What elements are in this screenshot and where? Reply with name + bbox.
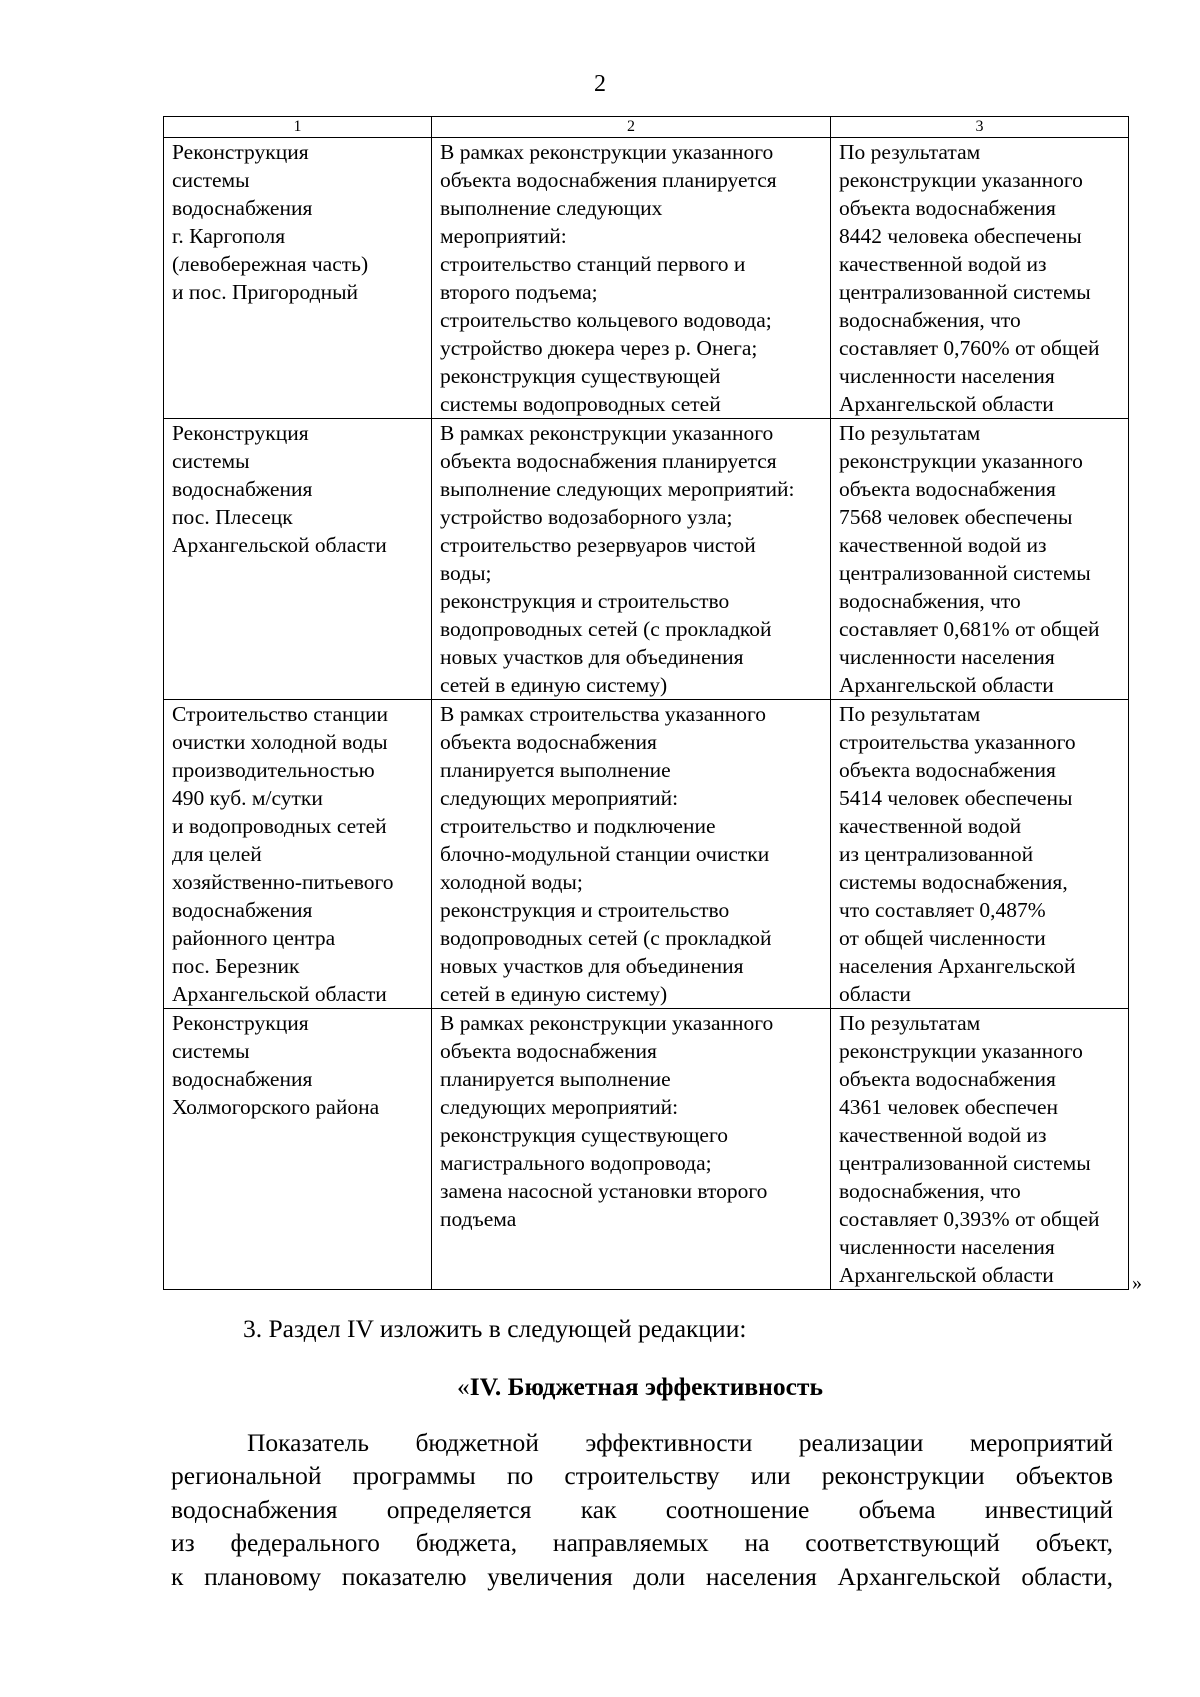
cell-line: холодной воды; xyxy=(440,870,583,894)
cell-line: хозяйственно-питьевого xyxy=(172,870,394,894)
cell-line: строительство кольцевого водовода; xyxy=(440,308,772,332)
cell-line: Архангельской области xyxy=(172,982,387,1006)
page-number: 2 xyxy=(594,71,606,97)
cell-line: водопроводных сетей (с прокладкой xyxy=(440,926,772,950)
cell-line: качественной водой из xyxy=(839,533,1047,557)
table-cell-col1 xyxy=(164,700,432,1009)
cell-line: устройство дюкера через р. Онега; xyxy=(440,336,758,360)
cell-line: районного центра xyxy=(172,926,336,950)
cell-line: производительностью xyxy=(172,758,375,782)
cell-line: объекта водоснабжения планируется xyxy=(440,168,777,192)
cell-line: системы xyxy=(172,168,250,192)
cell-line: Архангельской области xyxy=(839,392,1054,416)
cell-line: составляет 0,760% от общей xyxy=(839,336,1100,360)
cell-line: водоснабжения xyxy=(172,477,313,501)
cell-line: и пос. Пригородный xyxy=(172,280,359,304)
cell-line: блочно-модульной станции очистки xyxy=(440,842,770,866)
cell-line: По результатам xyxy=(839,140,981,164)
column-number-3: 3 xyxy=(831,117,1129,138)
cell-line: следующих мероприятий: xyxy=(440,1095,679,1119)
table-header-row xyxy=(164,117,1129,138)
cell-line: системы водоснабжения, xyxy=(839,870,1068,894)
item-3-text: 3. Раздел IV изложить в следующей редакции: xyxy=(243,1314,747,1343)
budget-paragraph xyxy=(171,1426,1113,1593)
cell-line: строительство станций первого и xyxy=(440,252,746,276)
cell-line: реконструкции указанного xyxy=(839,449,1083,473)
cell-line: 7568 человек обеспечены xyxy=(839,505,1073,529)
cell-line: объекта водоснабжения xyxy=(839,196,1056,220)
cell-line: объекта водоснабжения xyxy=(440,1039,657,1063)
cell-line: реконструкция существующего xyxy=(440,1123,728,1147)
cell-line: сетей в единую систему) xyxy=(440,673,668,697)
paragraph-line: региональной программы по строительству или реконструкции объектов xyxy=(171,1461,1113,1491)
cell-line: для целей xyxy=(172,842,262,866)
cell-line: водоснабжения, что xyxy=(839,589,1021,613)
cell-line: системы xyxy=(172,449,250,473)
cell-line: 4361 человек обеспечен xyxy=(839,1095,1058,1119)
paragraph-line: Показатель бюджетной эффективности реализации мероприятий xyxy=(247,1428,1113,1457)
table-cell-col1 xyxy=(164,138,432,419)
cell-line: В рамках строительства указанного xyxy=(440,702,767,726)
cell-line: 8442 человека обеспечены xyxy=(839,224,1082,248)
cell-line: что составляет 0,487% xyxy=(839,898,1046,922)
cell-line: 490 куб. м/сутки xyxy=(172,786,323,810)
cell-line: пос. Плесецк xyxy=(172,505,293,529)
cell-line: водоснабжения xyxy=(172,196,313,220)
table-row xyxy=(164,1009,1129,1290)
cell-line: составляет 0,681% от общей xyxy=(839,617,1100,641)
cell-line: реконструкция и строительство xyxy=(440,898,730,922)
paragraph-line: водоснабжения определяется как соотношение объема инвестиций xyxy=(171,1494,1113,1524)
cell-line: 5414 человек обеспечены xyxy=(839,786,1073,810)
cell-line: централизованной системы xyxy=(839,1151,1091,1175)
cell-line: реконструкция существующей xyxy=(440,364,721,388)
cell-line: выполнение следующих xyxy=(440,196,663,220)
cell-line: В рамках реконструкции указанного xyxy=(440,1011,774,1035)
cell-line: новых участков для объединения xyxy=(440,954,744,978)
cell-line: Реконструкция xyxy=(172,421,309,445)
cell-line: воды; xyxy=(440,561,492,585)
cell-line: Архангельской области xyxy=(172,533,387,557)
cell-line: из централизованной xyxy=(839,842,1034,866)
cell-line: области xyxy=(839,982,911,1006)
table-cell-col2 xyxy=(432,419,831,700)
cell-line: реконструкции указанного xyxy=(839,1039,1083,1063)
cell-line: численности населения xyxy=(839,364,1055,388)
cell-line: очистки холодной воды xyxy=(172,730,388,754)
cell-line: подъема xyxy=(440,1207,517,1231)
cell-line: численности населения xyxy=(839,1235,1055,1259)
cell-line: следующих мероприятий: xyxy=(440,786,679,810)
cell-line: и водопроводных сетей xyxy=(172,814,387,838)
cell-line: водоснабжения, что xyxy=(839,308,1021,332)
cell-line: В рамках реконструкции указанного xyxy=(440,140,774,164)
table-row xyxy=(164,419,1129,700)
cell-line: Архангельской области xyxy=(839,673,1054,697)
heading-text: IV. Бюджетная эффективность xyxy=(469,1372,823,1401)
measures-table xyxy=(163,116,1129,1290)
table-cell-col3 xyxy=(831,419,1129,700)
cell-line: замена насосной установки второго xyxy=(440,1179,768,1203)
cell-line: Строительство станции xyxy=(172,702,389,726)
table-cell-col2 xyxy=(432,1009,831,1290)
cell-line: выполнение следующих мероприятий: xyxy=(440,477,795,501)
table-row xyxy=(164,138,1129,419)
closing-quote: » xyxy=(1132,1272,1142,1294)
cell-line: По результатам xyxy=(839,421,981,445)
cell-line: системы водопроводных сетей xyxy=(440,392,721,416)
cell-line: системы xyxy=(172,1039,250,1063)
cell-line: объекта водоснабжения xyxy=(839,1067,1056,1091)
paragraph-line: из федерального бюджета, направляемых на соответствующий объект, xyxy=(171,1528,1113,1558)
column-number-2: 2 xyxy=(432,117,831,138)
cell-line: По результатам xyxy=(839,702,981,726)
column-number-1: 1 xyxy=(164,117,432,138)
cell-line: мероприятий: xyxy=(440,224,567,248)
section-heading xyxy=(0,1370,1200,1404)
cell-line: г. Каргополя xyxy=(172,224,286,248)
cell-line: водоснабжения, что xyxy=(839,1179,1021,1203)
cell-line: (левобережная часть) xyxy=(172,252,369,276)
cell-line: строительства указанного xyxy=(839,730,1076,754)
table-cell-col3 xyxy=(831,138,1129,419)
cell-line: водопроводных сетей (с прокладкой xyxy=(440,617,772,641)
cell-line: качественной водой xyxy=(839,814,1022,838)
cell-line: объекта водоснабжения xyxy=(839,477,1056,501)
cell-line: По результатам xyxy=(839,1011,981,1035)
cell-line: реконструкция и строительство xyxy=(440,589,730,613)
cell-line: пос. Березник xyxy=(172,954,300,978)
cell-line: планируется выполнение xyxy=(440,758,671,782)
cell-line: сетей в единую систему) xyxy=(440,982,668,1006)
cell-line: объекта водоснабжения xyxy=(839,758,1056,782)
cell-line: Реконструкция xyxy=(172,1011,309,1035)
cell-line: централизованной системы xyxy=(839,561,1091,585)
cell-line: от общей численности xyxy=(839,926,1046,950)
cell-line: второго подъема; xyxy=(440,280,598,304)
cell-line: реконструкции указанного xyxy=(839,168,1083,192)
cell-line: строительство резервуаров чистой xyxy=(440,533,756,557)
table-cell-col1 xyxy=(164,419,432,700)
cell-line: устройство водозаборного узла; xyxy=(440,505,733,529)
cell-line: планируется выполнение xyxy=(440,1067,671,1091)
table-cell-col2 xyxy=(432,700,831,1009)
table-cell-col2 xyxy=(432,138,831,419)
cell-line: качественной водой из xyxy=(839,252,1047,276)
table-cell-col3 xyxy=(831,700,1129,1009)
cell-line: магистрального водопровода; xyxy=(440,1151,712,1175)
cell-line: строительство и подключение xyxy=(440,814,716,838)
cell-line: Реконструкция xyxy=(172,140,309,164)
cell-line: водоснабжения xyxy=(172,1067,313,1091)
cell-line: новых участков для объединения xyxy=(440,645,744,669)
cell-line: объекта водоснабжения планируется xyxy=(440,449,777,473)
cell-line: составляет 0,393% от общей xyxy=(839,1207,1100,1231)
cell-line: водоснабжения xyxy=(172,898,313,922)
table-cell-col3 xyxy=(831,1009,1129,1290)
cell-line: Архангельской области xyxy=(839,1263,1054,1287)
table-cell-col1 xyxy=(164,1009,432,1290)
cell-line: численности населения xyxy=(839,645,1055,669)
table-row xyxy=(164,700,1129,1009)
cell-line: объекта водоснабжения xyxy=(440,730,657,754)
cell-line: населения Архангельской xyxy=(839,954,1076,978)
heading-open-quote: « xyxy=(457,1372,470,1401)
paragraph-line: к плановому показателю увеличения доли населения Архангельской области, xyxy=(171,1561,1113,1591)
cell-line: В рамках реконструкции указанного xyxy=(440,421,774,445)
cell-line: централизованной системы xyxy=(839,280,1091,304)
cell-line: Холмогорского района xyxy=(172,1095,380,1119)
cell-line: качественной водой из xyxy=(839,1123,1047,1147)
